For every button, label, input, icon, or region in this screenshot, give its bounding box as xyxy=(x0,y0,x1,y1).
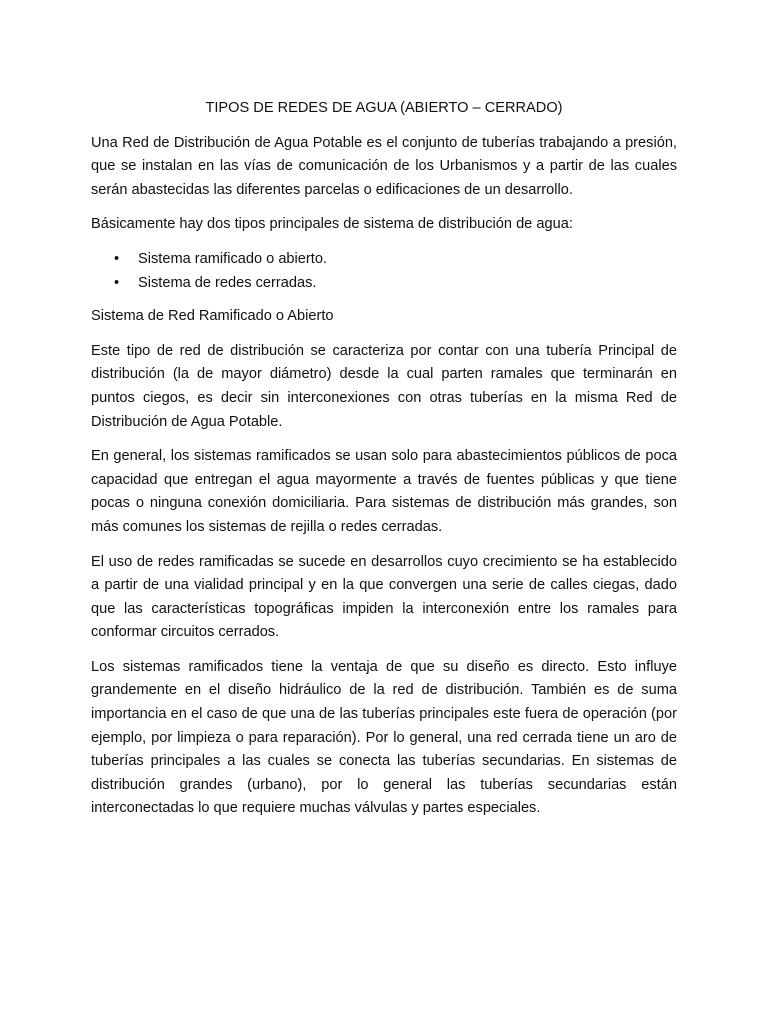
document-title: TIPOS DE REDES DE AGUA (ABIERTO – CERRADO) xyxy=(205,100,563,116)
body-paragraph: Los sistemas ramificados tiene la ventaja de que su diseño es directo. Esto influye grandemente en el diseño hidráulico de la red de distribución. También es de suma importancia en el caso de que una de las tuberías principales este fuera de operación (por ejemplo, por limpieza o para reparación). Por lo general, una red cerrada tiene un aro de tuberías principales a las cuales se conecta las tuberías secundarias. En sistemas de distribución grandes (urbano), por lo general las tuberías secundarias están interconectadas lo que requiere muchas válvulas y partes especiales. xyxy=(91,658,677,817)
body-paragraph: En general, los sistemas ramificados se usan solo para abastecimientos públicos de poca capacidad que entregan el agua mayormente a través de fuentes públicas y que tiene pocas o ninguna conexión domiciliaria. Para sistemas de distribución más grandes, son más comunes los sistemas de rejilla o redes cerradas. xyxy=(91,448,677,535)
bullet-icon: • xyxy=(114,274,120,291)
body-paragraph: El uso de redes ramificadas se sucede en desarrollos cuyo crecimiento se ha establecido a partir de una vialidad principal y en la que convergen una serie de calles ciegas, dado que las características topográficas impiden la interconexión entre los ramales para conformar circuitos cerrados. xyxy=(91,553,677,641)
document-page xyxy=(91,97,677,832)
body-paragraph: Este tipo de red de distribución se caracteriza por contar con una tubería Principal de distribución (la de mayor diámetro) desde la cual parten ramales que terminarán en puntos ciegos, es decir sin interconexiones con otras tuberías en la misma Red de Distribución de Agua Potable. xyxy=(91,342,677,430)
list-item-text: Sistema de redes cerradas. xyxy=(138,274,317,291)
list-item xyxy=(91,272,677,296)
bullet-icon: • xyxy=(114,250,120,267)
list-item-text: Sistema ramificado o abierto. xyxy=(138,250,327,267)
intro-paragraph: Una Red de Distribución de Agua Potable es el conjunto de tuberías trabajando a presión, que se instalan en las vías de comunicación de los Urbanismos y a partir de las cuales serán abastecidas las diferentes parcelas o edificaciones de un desarrollo. xyxy=(91,134,677,198)
section-heading: Sistema de Red Ramificado o Abierto xyxy=(91,308,334,325)
types-bullet-list xyxy=(91,248,677,295)
types-intro-paragraph: Básicamente hay dos tipos principales de sistema de distribución de agua: xyxy=(91,216,573,233)
list-item xyxy=(91,248,677,272)
